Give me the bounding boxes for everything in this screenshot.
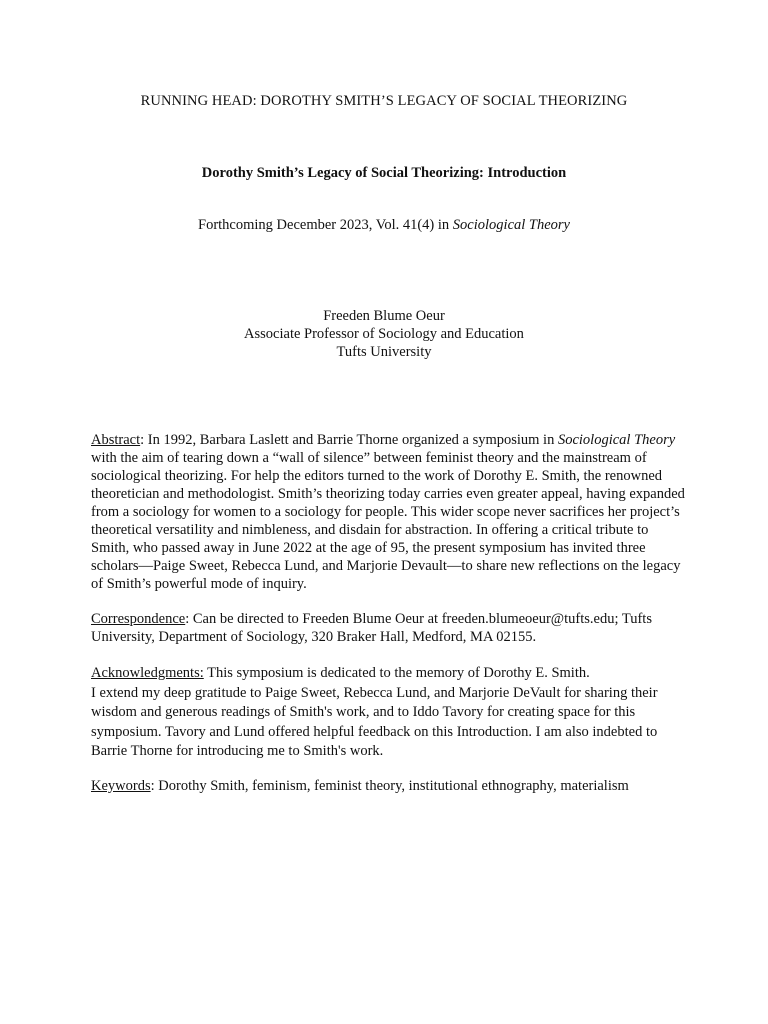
journal-name: Sociological Theory: [452, 217, 570, 233]
abstract-label: Abstract: [91, 432, 141, 448]
correspondence-text: : Can be directed to Freeden Blume Oeur at freeden.blumeoeur@tufts.edu; Tufts University, Department of Sociology, 320 Braker Hall, Medford, MA 02155.: [91, 611, 652, 645]
keywords-paragraph: [91, 777, 687, 795]
acknowledgments-line1: This symposium is dedicated to the memory of Dorothy E. Smith.: [203, 665, 590, 681]
keywords-section: [91, 777, 687, 795]
abstract-journal: Sociological Theory: [557, 432, 676, 448]
abstract-paragraph: [91, 431, 687, 593]
acknowledgments-section: [91, 664, 687, 762]
correspondence-paragraph: [91, 610, 687, 646]
author-block: [0, 307, 768, 361]
acknowledgments-label: Acknowledgments:: [91, 665, 204, 681]
abstract-text-after: with the aim of tearing down a “wall of silence” between feminist theory and the mainstream of sociological theorizing. For help the editors turned to the work of Dorothy E. Smith, the renowned theoretician and methodologist. Smith’s theorizing today carries even greater appeal, having expanded from a sociology for women to a sociology for people. This wider scope never sacrifices her project’s theoretical versatility and nimbleness, and disdain for abstraction. In offering a critical tribute to Smith, who passed away in June 2022 at the age of 95, the present symposium has invited three scholars—Paige Sweet, Rebecca Lund, and Marjorie Devault—to share new reflections on the legacy of Smith’s powerful mode of inquiry.: [91, 450, 685, 592]
paper-title: Dorothy Smith’s Legacy of Social Theorizing: Introduction: [201, 165, 567, 181]
correspondence-label: Correspondence: [91, 611, 186, 627]
keywords-text: : Dorothy Smith, feminism, feminist theory, institutional ethnography, materialism: [150, 778, 629, 794]
publication-prefix: Forthcoming December 2023, Vol. 41(4) in: [198, 217, 453, 233]
acknowledgments-text: I extend my deep gratitude to Paige Sweet, Rebecca Lund, and Marjorie DeVault for sharing their wisdom and generous readings of Smith's work, and to Iddo Tavory for creating space for this symposium. Tavory and Lund offered helpful feedback on this Introduction. I am also indebted to Barrie Thorne for introducing me to Smith's work.: [91, 684, 658, 759]
author-affiliation: Tufts University: [336, 344, 432, 360]
author-name: Freeden Blume Oeur: [323, 308, 445, 324]
abstract-sep: :: [140, 432, 148, 448]
correspondence-section: [91, 610, 687, 646]
acknowledgments-first-line: [91, 664, 687, 684]
abstract-section: [91, 431, 687, 593]
keywords-label: Keywords: [91, 778, 151, 794]
author-position: Associate Professor of Sociology and Education: [244, 326, 524, 342]
abstract-text-before: In 1992, Barbara Laslett and Barrie Thorne organized a symposium in: [147, 432, 558, 448]
running-head: RUNNING HEAD: DOROTHY SMITH’S LEGACY OF SOCIAL THEORIZING: [140, 93, 628, 109]
publication-info: [0, 217, 768, 234]
